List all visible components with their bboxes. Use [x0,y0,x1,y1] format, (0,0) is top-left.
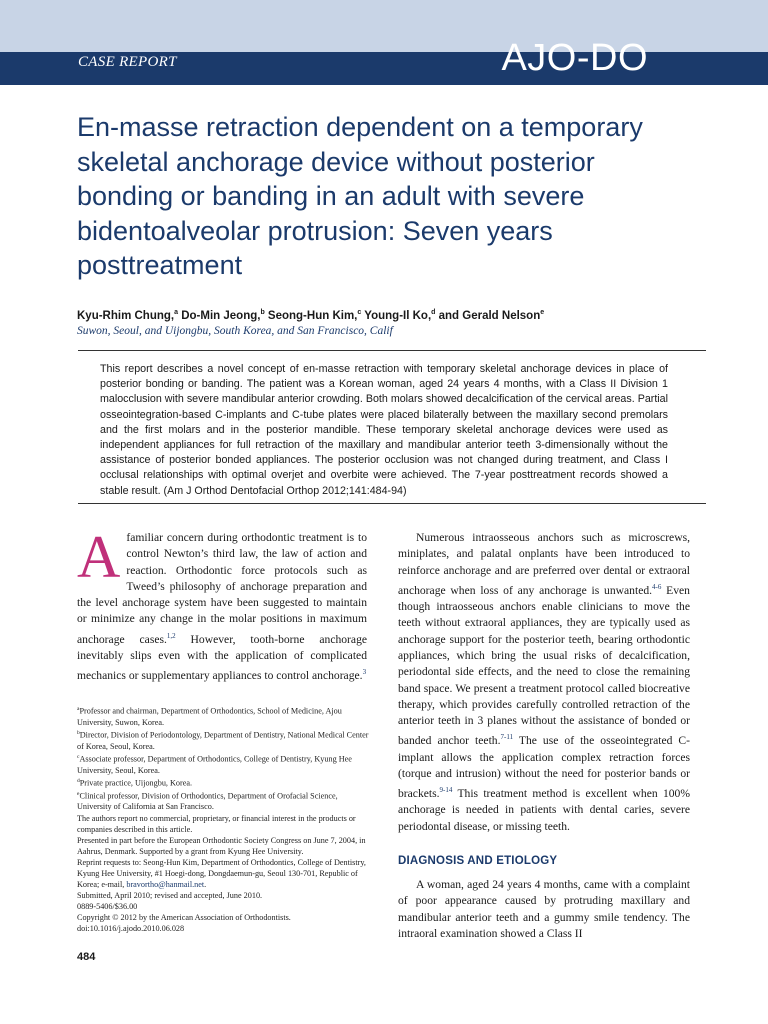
author-name: Young-Il Ko, [364,309,432,322]
email-link[interactable]: bravortho@hanmail.net [126,880,205,890]
citation-link[interactable]: 9-14 [439,786,453,795]
reprint-note: Reprint requests to: Seong-Hun Kim, Department of Orthodontics, College of Dentistry, Kyung Hee University, #1 Hoegi-dong, Dongdaemun-gu, Seoul 130-701, Republic of Korea; e-mail, bravortho@hanmail.net. [77,857,366,890]
left-column [77,524,368,684]
footnote: $^d$Private practice, Uijongbu, Korea. [77,777,193,788]
footnote: $^b$Director, Division of Periodontology, Department of Dentistry, National Medical Center of Korea, Seoul, Korea. [77,729,369,751]
disclosure-note: The authors report no commercial, proprietary, or financial interest in the products or companies described in this article. [77,813,356,834]
author-name: Do-Min Jeong, [181,309,261,322]
affiliation-mark: e [540,309,545,316]
citation-link[interactable]: 3 [362,668,367,677]
author-name: Kyu-Rhim Chung, [77,309,175,322]
footnote: $^a$Professor and chairman, Department of Orthodontics, School of Medicine, Ajou University, Suwon, Korea. [77,706,342,727]
affiliation-mark: b [260,309,265,316]
author-list [77,309,697,322]
affiliation-mark: c [357,309,362,316]
drop-cap: A [77,524,121,590]
copyright: Copyright © 2012 by the American Association of Orthodontists. [77,913,291,923]
intro-text: familiar concern during orthodontic treatment is to control Newton’s third law, the law of action and reaction. Orthodontic force protocols such as Tweed’s philosophy of anchorage preparation and the level anchorage system have been suggested to maintain or minimize any change in the molar positions in maximum anchorage cases. [77,531,367,646]
body-paragraph: A woman, aged 24 years 4 months, came with a complaint of poor appearance caused by protruding maxillary and mandibular anterior teeth and a gummy smile tendency. The intraoral examination showed a Class II [398,877,690,940]
body-paragraph: Numerous intraosseous anchors such as microscrews, miniplates, and palatal onplants have been introduced to reinforce anchorage and are preferred over dental or extraoral anchorage when loss of any anchorage is unwanted.$^{4-6}$ Even though intraosseous anchors enable clinicians to move the teeth without extraoral appliances, they are typically used as anchorage support for the posterior teeth, bearing orthodontic appliances, which bring the usual risks of decalcification, periodontal side effects, and the need to close the remaining band space. We present a treatment protocol called biocreative therapy, which provides carefully controlled retraction of the anterior teeth in 3 planes without the assistance of bonded or banded anchor teeth.$^{7-11}$ The use of the osseointegrated C-implant allows the application complex retraction forces (torque and intrusion) without the need for posterior bands or brackets.$^{9-14}$ This treatment method is excellent when 100% anchorage is needed in patients with dental caries, severe periodontal disease, or missing teeth. [398,531,690,833]
citation-link[interactable]: 4-6 [652,582,662,591]
issn: 0889-5406/$36.00 [77,902,138,912]
intro-paragraph [77,524,368,684]
section-label: CASE REPORT [78,54,177,70]
submitted-note: Submitted, April 2010; revised and accepted, June 2010. [77,891,263,901]
presented-note: Presented in part before the European Orthodontic Society Congress on June 7, 2004, in Aahrus, Denmark. Supported by a grant from Kyung Hee University. [77,835,366,856]
intro-text: However, tooth-borne anchorage inevitably slips even with the application of complicated mechanics or supplementary appliances to control anchorage. [77,632,368,683]
affiliation-mark: a [174,309,179,316]
doi-link[interactable]: doi:10.1016/j.ajodo.2010.06.028 [77,924,185,934]
journal-logo: AJO-DO [501,37,648,79]
affiliation-mark: d [431,309,436,316]
section-heading: DIAGNOSIS AND ETIOLOGY [398,854,558,867]
header-top-band [0,0,768,52]
right-column [398,530,690,942]
article-title: En-masse retraction dependent on a temporary skeletal anchorage device without posterior bonding or banding in an adult with severe bidentoalveolar protrusion: Seven years posttreatment [77,112,643,280]
author-locations: Suwon, Seoul, and Uijongbu, South Korea, and San Francisco, Calif [77,325,393,337]
footnote: $^c$Associate professor, Department of Orthodontics, College of Dentistry, Kyung Hee University, Seoul, Korea. [77,753,352,775]
author-name: Seong-Hun Kim, [267,309,358,322]
author-name: and Gerald Nelson [438,309,541,322]
footnote: $^e$Clinical professor, Division of Orthodontics, Department of Orofacial Science, University of California at San Francisco. [77,790,338,812]
citation-link[interactable]: 1,2 [166,631,176,640]
abstract-text: This report describes a novel concept of en-masse retraction with temporary skeletal anchorage devices in place of posterior bonding or banding. The patient was a Korean woman, aged 24 years 4 months, with a Class II Division 1 malocclusion with severe mandibular anterior crowding. Both molars showed decalcification of the cervical areas. Partial osseointegration-based C-implants and C-tube plates were placed bilaterally between the maxillary second premolars and the first molars and in the posterior mandible. These temporary skeletal anchorage devices were used as independent appliances for full retraction of the maxillary and mandibular anterior teeth 3-dimensionally without the assistance of posterior bonded appliances. The posterior occlusion was not changed during treatment, and Class I occlusal relationships with optimal overjet and overbite were achieved. The 7-year posttreatment records showed a stable result. (Am J Orthod Dentofacial Orthop 2012;141:484-94) [100,363,668,497]
page-number: 484 [77,951,96,963]
footnotes [77,704,369,935]
citation-link[interactable]: 7-11 [500,733,514,742]
